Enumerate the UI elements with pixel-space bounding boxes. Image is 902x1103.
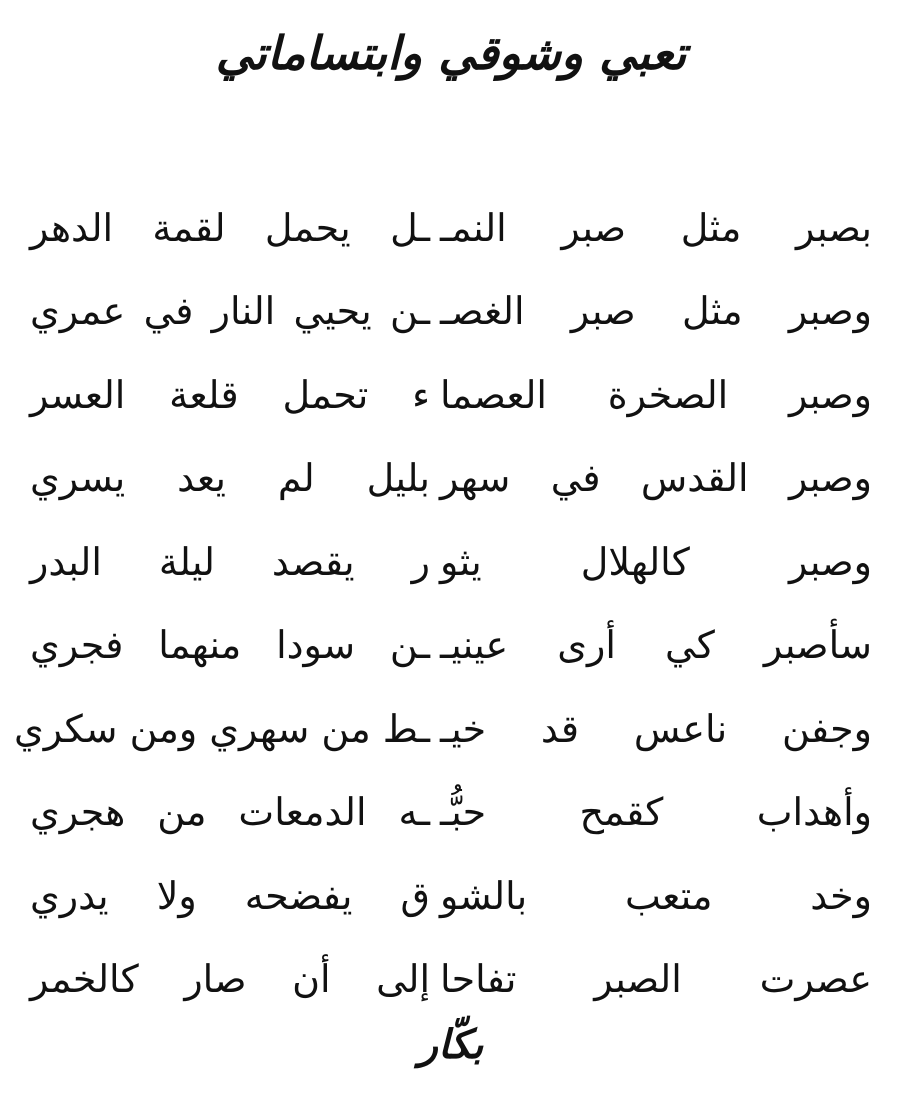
poet-signature: بكّار [418,1021,484,1068]
verse-first-half: سأصبر كي أرى عينيـ [440,623,872,668]
verse-first-half: وصبر الصخرة العصما [440,372,872,417]
poem-body [13,186,872,1021]
poem-verse [30,520,872,604]
verse-second-half: ـط من سهري ومن سكري [13,706,430,751]
verse-first-half: وخد متعب بالشو [440,873,872,918]
verse-first-half: وصبر كالهلال يثو [440,539,872,584]
verse-second-half: ء تحمل قلعة العسر [30,372,430,417]
verse-second-half: ـن يحيي النار في عمري [30,289,430,334]
poem-verse [30,854,872,938]
poem-verse [30,186,872,270]
verse-second-half: ـه الدمعات من هجري [30,790,430,835]
poem-verse [30,604,872,688]
poem-verse [30,270,872,354]
poem-verse [30,437,872,521]
verse-first-half: وجفن ناعس قد خيـ [440,706,872,751]
verse-second-half: ق يفضحه ولا يدري [30,873,430,918]
poem-verse [30,771,872,855]
verse-second-half: إلى أن صار كالخمر [30,957,430,1002]
verse-first-half: بصبر مثل صبر النمـ [440,205,872,250]
verse-second-half: ـن سودا منهما فجري [30,623,430,668]
verse-second-half: ر يقصد ليلة البدر [30,539,430,584]
verse-first-half: عصرت الصبر تفاحا [440,957,872,1002]
verse-second-half: ـل يحمل لقمة الدهر [30,205,430,250]
poem-verse [30,938,872,1022]
poem-verse [30,353,872,437]
verse-first-half: وأهداب كقمح حبُّـ [440,790,872,835]
poem-title: تعبي وشوقي وابتساماتي [215,26,687,80]
poem-verse [13,687,872,771]
verse-first-half: وصبر القدس في سهر [440,456,872,501]
verse-first-half: وصبر مثل صبر الغصـ [440,289,872,334]
verse-second-half: بليل لم يعد يسري [30,456,430,501]
